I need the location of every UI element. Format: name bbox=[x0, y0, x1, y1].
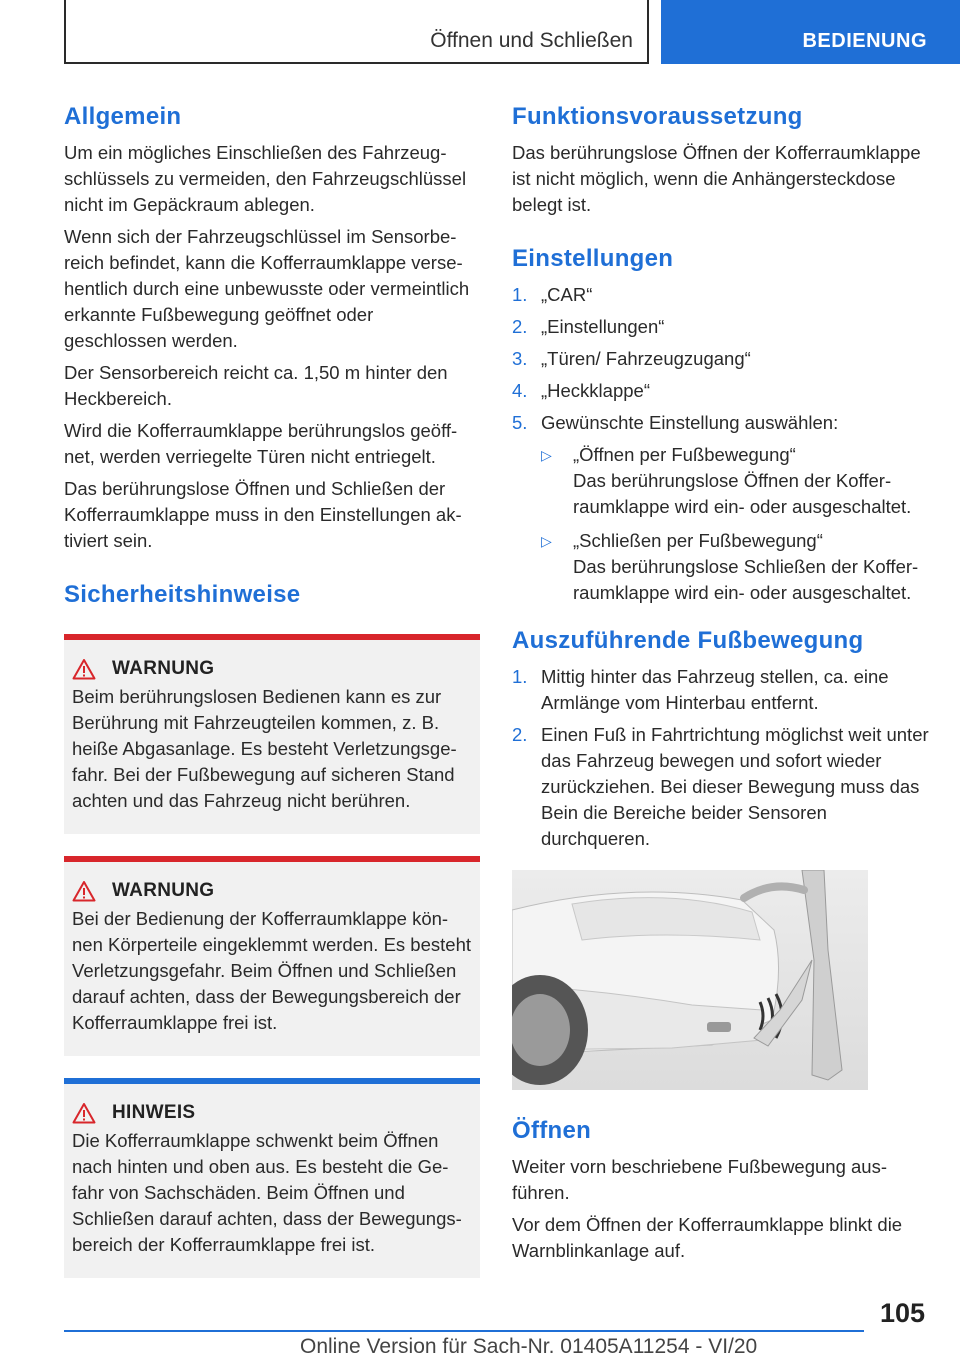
heading-allgemein: Allgemein bbox=[64, 103, 182, 130]
header-tab[interactable] bbox=[661, 0, 960, 64]
warning-label: WARNUNG bbox=[112, 880, 215, 901]
header-section-box bbox=[64, 0, 649, 64]
settings-list bbox=[512, 282, 930, 436]
list-item: 1. „CAR“ bbox=[512, 284, 593, 305]
list-item: 4. „Heckklappe“ bbox=[512, 380, 650, 401]
paragraph: Das berührungslose Öffnen und Schließen der Kofferraumklappe muss in den Einstellungen aktiviert sein. bbox=[64, 478, 462, 551]
right-column bbox=[512, 100, 930, 1270]
list-item: 3. „Türen/ Fahrzeugzugang“ bbox=[512, 348, 751, 369]
warning-text: Beim berührungslosen Bedienen kann es zur Berührung mit Fahrzeugteilen kommen, z. B. heiße Abgasanlage. Es besteht Verletzungsgefahr. Bei der Fußbewegung auf sicheren Stand achten und das Fahrzeug nicht berühren. bbox=[72, 686, 457, 811]
header-tab-label: BEDIENUNG bbox=[802, 30, 927, 52]
warning-triangle-icon bbox=[72, 1102, 96, 1124]
header-section-title: Öffnen und Schließen bbox=[430, 29, 633, 52]
triangle-bullet-icon: ▷ bbox=[541, 447, 552, 463]
warning-text: Bei der Bedienung der Kofferraumklappe können Körperteile eingeklemmt werden. Es besteht Verletzungsgefahr. Beim Öffnen und Schließen darauf achten, dass der Bewegungsbereich der Kofferraumklappe frei ist. bbox=[72, 908, 471, 1033]
triangle-bullet-icon: ▷ bbox=[541, 533, 552, 549]
paragraph: Weiter vorn beschriebene Fußbewegung ausführen. bbox=[512, 1156, 888, 1203]
list-item: 5. Gewünschte Einstellung auswählen: bbox=[512, 412, 839, 433]
sub-list-item bbox=[541, 442, 930, 520]
car-rear-illustration bbox=[512, 870, 868, 1090]
sub-item-title: „Öffnen per Fußbewegung“ bbox=[573, 444, 796, 465]
heading-oeffnen: Öffnen bbox=[512, 1117, 592, 1144]
warning-box bbox=[64, 856, 480, 1056]
list-item: 2. „Einstellungen“ bbox=[512, 316, 665, 337]
footer-version-text: Online Version für Sach-Nr. 01405A11254 - VI/20 bbox=[300, 1335, 758, 1358]
notice-label: HINWEIS bbox=[112, 1102, 196, 1123]
list-item: 2. Einen Fuß in Fahrtrichtung möglichst weit unter das Fahrzeug bewegen und sofort wieder zurückziehen. Bei dieser Bewegung muss das Bein die Bereiche beider Sensoren durchqueren. bbox=[512, 724, 929, 849]
warning-triangle-icon bbox=[72, 658, 96, 680]
paragraph: Wenn sich der Fahrzeugschlüssel im Sensorbereich befindet, kann die Kofferraumklappe versehentlich durch eine unbewusste oder vermeintlich erkannte Fußbewegung geöffnet oder geschlossen werden. bbox=[64, 226, 470, 351]
sub-item-text: Das berührungslose Schließen der Kofferraumklappe wird ein- oder ausgeschaltet. bbox=[573, 556, 919, 603]
sub-list-item bbox=[541, 528, 930, 606]
sub-item-text: Das berührungslose Öffnen der Kofferraumklappe wird ein- oder ausgeschaltet. bbox=[573, 470, 912, 517]
paragraph: Um ein mögliches Einschließen des Fahrzeugschlüssels zu vermeiden, den Fahrzeugschlüssel nicht im Gepäckraum ablegen. bbox=[64, 142, 467, 215]
page-number: 105 bbox=[879, 1298, 925, 1328]
notice-text: Die Kofferraumklappe schwenkt beim Öffnen nach hinten und oben aus. Es besteht die Gefahr von Sachschäden. Beim Öffnen und Schließen darauf achten, dass der Bewegungsbereich der Kofferraumklappe frei ist. bbox=[72, 1130, 462, 1255]
list-item: 1. Mittig hinter das Fahrzeug stellen, ca. eine Armlänge vom Hinterbau entfernt. bbox=[512, 666, 889, 713]
notice-box bbox=[64, 1078, 480, 1278]
movement-list bbox=[512, 664, 930, 852]
left-column bbox=[64, 100, 480, 1278]
warning-label: WARNUNG bbox=[112, 658, 215, 679]
footer-divider bbox=[64, 1330, 864, 1332]
heading-einstellungen: Einstellungen bbox=[512, 245, 674, 272]
paragraph: Das berührungslose Öffnen der Kofferraumklappe ist nicht möglich, wenn die Anhängersteckdose belegt ist. bbox=[512, 142, 921, 215]
warning-triangle-icon bbox=[72, 880, 96, 902]
paragraph: Vor dem Öffnen der Kofferraumklappe blinkt die Warnblinkanlage auf. bbox=[512, 1214, 903, 1261]
warning-box bbox=[64, 634, 480, 834]
sub-item-title: „Schließen per Fußbewegung“ bbox=[573, 530, 823, 551]
heading-sicherheitshinweise: Sicherheitshinweise bbox=[64, 581, 301, 608]
foot-gesture-illustration bbox=[512, 870, 868, 1090]
paragraph: Wird die Kofferraumklappe berührungslos geöffnet, werden verriegelte Türen nicht entriegelt. bbox=[64, 420, 458, 467]
paragraph: Der Sensorbereich reicht ca. 1,50 m hinter den Heckbereich. bbox=[64, 362, 448, 409]
heading-funktionsvoraussetzung: Funktionsvoraussetzung bbox=[512, 103, 803, 130]
heading-fussbewegung: Auszuführende Fußbewegung bbox=[512, 627, 864, 654]
